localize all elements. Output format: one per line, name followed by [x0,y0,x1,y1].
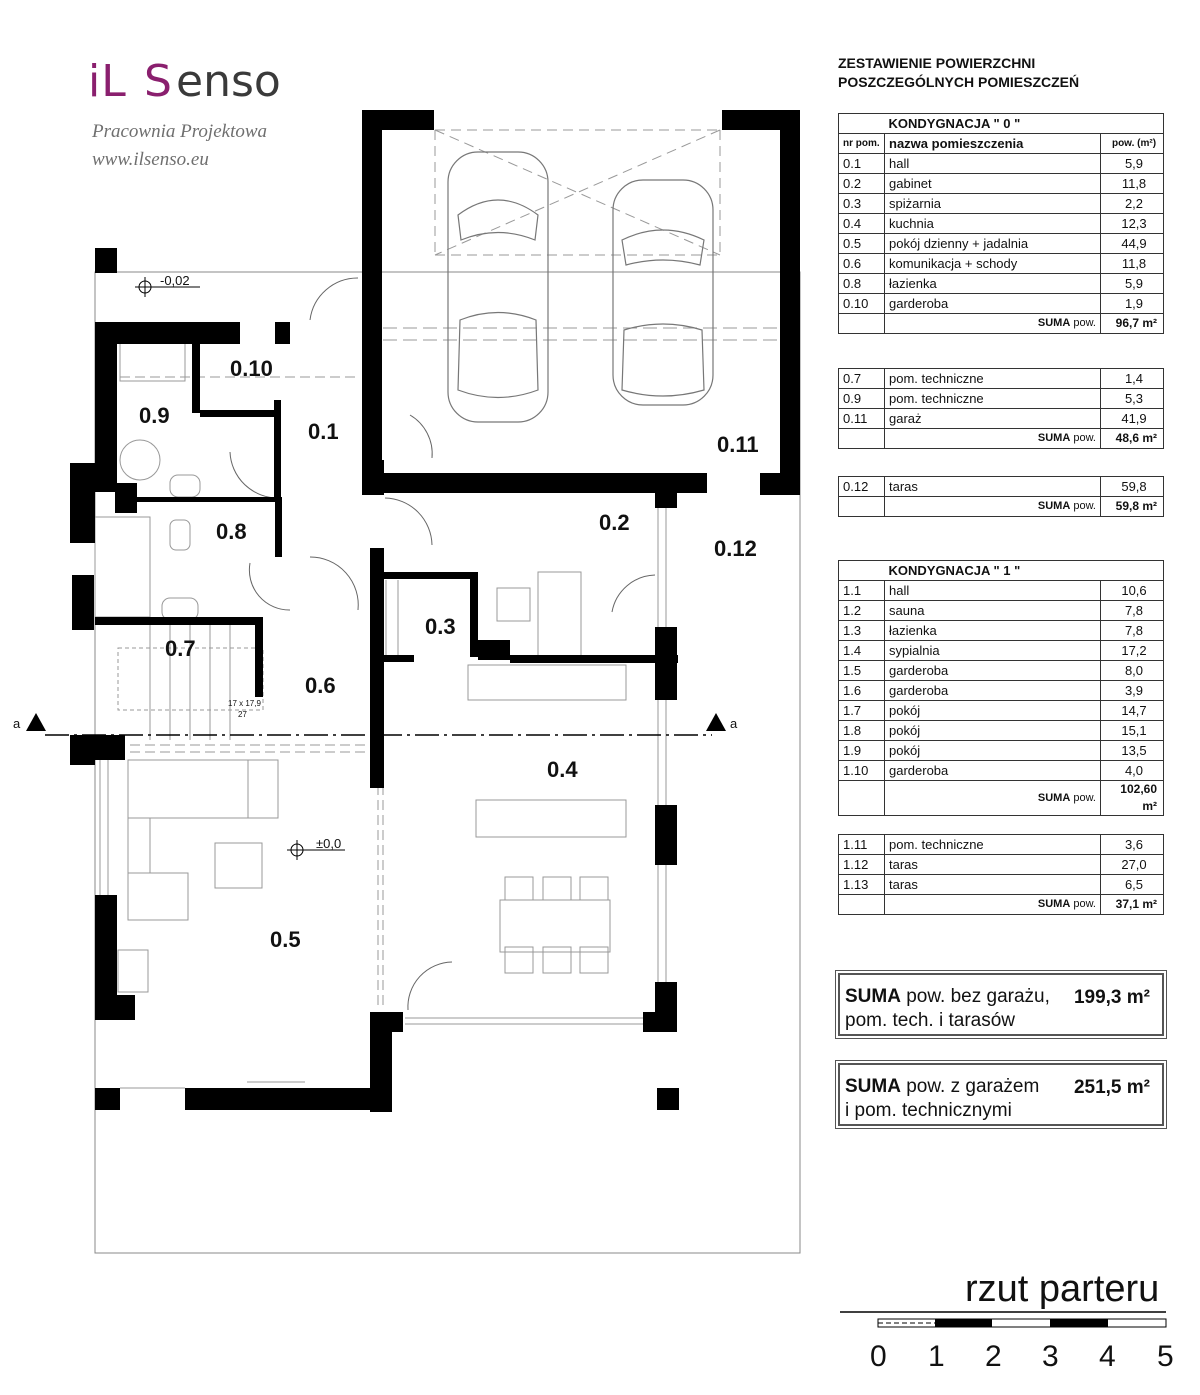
cell-area: 2,2 [1101,194,1164,214]
cell-nr: 1.9 [839,741,885,761]
cell-name: sauna [885,601,1101,621]
walls [70,110,800,1112]
cell-name: pokój [885,741,1101,761]
col-name-header: nazwa pomieszczenia [885,134,1101,154]
studio-info [92,118,267,174]
cell-area: 5,3 [1101,389,1164,409]
table-row [839,761,1164,781]
sum-label: SUMA pow. [885,895,1101,915]
cell-name: pokój dzienny + jadalnia [885,234,1101,254]
total-line1: pow. bez garażu, [906,986,1050,1007]
cell-area: 5,9 [1101,154,1164,174]
cell-nr: 1.12 [839,855,885,875]
cell-area: 17,2 [1101,641,1164,661]
table-row [839,154,1164,174]
table-row [839,835,1164,855]
table-row [839,581,1164,601]
cell-area: 3,9 [1101,681,1164,701]
garage-dashed-lines [383,130,778,340]
sum-label: SUMA pow. [885,497,1101,517]
cell-area: 7,8 [1101,601,1164,621]
table-row [839,274,1164,294]
cell-nr: 0.7 [839,369,885,389]
room-label: 0.9 [139,403,170,428]
cell-name: pom. techniczne [885,835,1101,855]
cell-name: garderoba [885,661,1101,681]
svg-text:iL: iL [88,56,127,107]
cell-name: kuchnia [885,214,1101,234]
cell-name: łazienka [885,274,1101,294]
cell-name: spiżarnia [885,194,1101,214]
table-row [839,174,1164,194]
cell-nr: 1.11 [839,835,885,855]
table-row [839,721,1164,741]
scale-label: 5 [1157,1340,1174,1373]
cell-name: garaż [885,409,1101,429]
summary-title-line2: POSZCZEGÓLNYCH POMIESZCZEŃ [838,74,1080,90]
cell-area: 5,9 [1101,274,1164,294]
scale-label: 2 [985,1340,1002,1373]
cell-area: 10,6 [1101,581,1164,601]
cell-nr: 0.11 [839,409,885,429]
cell-nr: 0.4 [839,214,885,234]
cell-name: pokój [885,721,1101,741]
tech0-table [838,368,1164,449]
brand-logo [88,52,328,108]
cell-area: 12,3 [1101,214,1164,234]
room-label: 0.12 [714,536,757,561]
cell-nr: 1.3 [839,621,885,641]
table-row [839,409,1164,429]
cell-nr: 1.4 [839,641,885,661]
table-row [839,234,1164,254]
studio-name: Pracownia Projektowa [92,121,268,142]
total-line1: pow. z garażem [906,1076,1040,1097]
total-with-garage [838,1063,1164,1126]
cell-name: taras [885,855,1101,875]
cell-area: 59,8 [1101,477,1164,497]
total-value: 199,3 m² [1073,987,1150,1008]
section-marker-left [26,713,46,731]
table-row [839,681,1164,701]
table-row [839,661,1164,681]
cell-name: gabinet [885,174,1101,194]
cell-area: 44,9 [1101,234,1164,254]
table-row [839,389,1164,409]
total-without-garage [838,973,1164,1036]
scale-bar [840,1312,1166,1327]
cell-nr: 1.8 [839,721,885,741]
room-label: 0.11 [717,432,759,457]
cell-name: łazienka [885,621,1101,641]
cell-name: garderoba [885,681,1101,701]
cell-area: 14,7 [1101,701,1164,721]
cell-area: 4,0 [1101,761,1164,781]
total-line2: pom. tech. i tarasów [845,1010,1016,1031]
cell-name: garderoba [885,761,1101,781]
total-bold: SUMA [845,1076,901,1097]
cell-area: 7,8 [1101,621,1164,641]
tech1-table [838,834,1164,915]
cell-nr: 0.3 [839,194,885,214]
scale-label: 0 [870,1340,887,1373]
cell-area: 11,8 [1101,174,1164,194]
scale-label: 1 [928,1340,945,1373]
table-row [839,194,1164,214]
room-label: 0.1 [308,419,339,444]
tech0-sum: 48,6 m² [1101,429,1164,449]
level0-sum: 96,7 m² [1101,314,1164,334]
table-row [839,701,1164,721]
drawing-title: rzut parteru [965,1268,1160,1310]
total-bold: SUMA [845,986,901,1007]
room-label: 0.6 [305,673,336,698]
cell-nr: 1.1 [839,581,885,601]
level-mark: ±0,0 [316,836,342,851]
cell-area: 13,5 [1101,741,1164,761]
table-row [839,214,1164,234]
cell-nr: 1.10 [839,761,885,781]
cell-area: 27,0 [1101,855,1164,875]
cell-nr: 0.6 [839,254,885,274]
table-row [839,621,1164,641]
cell-name: pokój [885,701,1101,721]
car-right [613,180,713,405]
table-row [839,254,1164,274]
stair-note-2: 27 [238,710,247,719]
total-line2: i pom. technicznymi [845,1100,1012,1121]
cell-area: 6,5 [1101,875,1164,895]
cell-name: taras [885,875,1101,895]
summary-title [838,54,1079,92]
room-label: 0.2 [599,510,630,535]
cell-nr: 0.1 [839,154,885,174]
cell-nr: 0.10 [839,294,885,314]
sum-label: SUMA pow. [885,429,1101,449]
cell-area: 11,8 [1101,254,1164,274]
svg-text:enso: enso [176,56,281,107]
scale-label: 4 [1099,1340,1116,1373]
room-label: 0.3 [425,614,456,639]
cell-nr: 0.2 [839,174,885,194]
level-mark: -0,02 [160,273,190,288]
cell-nr: 1.6 [839,681,885,701]
tech1-sum: 37,1 m² [1101,895,1164,915]
cell-area: 15,1 [1101,721,1164,741]
sum-label: SUMA pow. [885,314,1101,334]
cell-nr: 0.8 [839,274,885,294]
room-label: 0.4 [547,757,578,782]
room-label: 0.8 [216,519,247,544]
total-value: 251,5 m² [1073,1077,1150,1098]
level1-sum: 102,60 m² [1101,781,1164,816]
cell-nr: 1.13 [839,875,885,895]
cell-area: 3,6 [1101,835,1164,855]
cell-nr: 1.5 [839,661,885,681]
table-row [839,369,1164,389]
terrace0-table [838,476,1164,517]
cell-name: garderoba [885,294,1101,314]
stair-note: 17 x 17,9 [228,699,261,708]
cell-name: taras [885,477,1101,497]
table-row [839,875,1164,895]
col-area-header: pow. (m²) [1101,134,1164,154]
cell-name: hall [885,581,1101,601]
section-label-left: a [13,716,21,731]
room-label: 0.5 [270,927,301,952]
studio-website: www.ilsenso.eu [92,149,209,170]
scale-label: 3 [1042,1340,1059,1373]
room-label: 0.7 [165,636,196,661]
table-row [839,477,1164,497]
cell-area: 1,9 [1101,294,1164,314]
cell-nr: 0.9 [839,389,885,409]
car-left [448,152,548,422]
cell-nr: 1.2 [839,601,885,621]
svg-text:S: S [144,56,172,107]
cell-nr: 1.7 [839,701,885,721]
table-row [839,741,1164,761]
cell-name: pom. techniczne [885,389,1101,409]
level0-table [838,113,1164,334]
level1-header: KONDYGNACJA " 1 " [885,561,1164,581]
section-marker-right [706,713,726,731]
section-label-right: a [730,716,738,731]
table-row [839,641,1164,661]
cell-name: sypialnia [885,641,1101,661]
level1-table [838,560,1164,816]
cell-area: 1,4 [1101,369,1164,389]
summary-title-line1: ZESTAWIENIE POWIERZCHNI [838,55,1036,71]
cell-area: 8,0 [1101,661,1164,681]
sum-label: SUMA pow. [885,781,1101,816]
level0-header: KONDYGNACJA " 0 " [885,114,1164,134]
cell-nr: 0.12 [839,477,885,497]
cell-nr: 0.5 [839,234,885,254]
col-num-header: nr pom. [839,134,885,154]
cell-name: hall [885,154,1101,174]
table-row [839,601,1164,621]
cell-name: pom. techniczne [885,369,1101,389]
table-row [839,294,1164,314]
terrace0-sum: 59,8 m² [1101,497,1164,517]
cell-area: 41,9 [1101,409,1164,429]
room-label: 0.10 [230,356,273,381]
cell-name: komunikacja + schody [885,254,1101,274]
table-row [839,855,1164,875]
